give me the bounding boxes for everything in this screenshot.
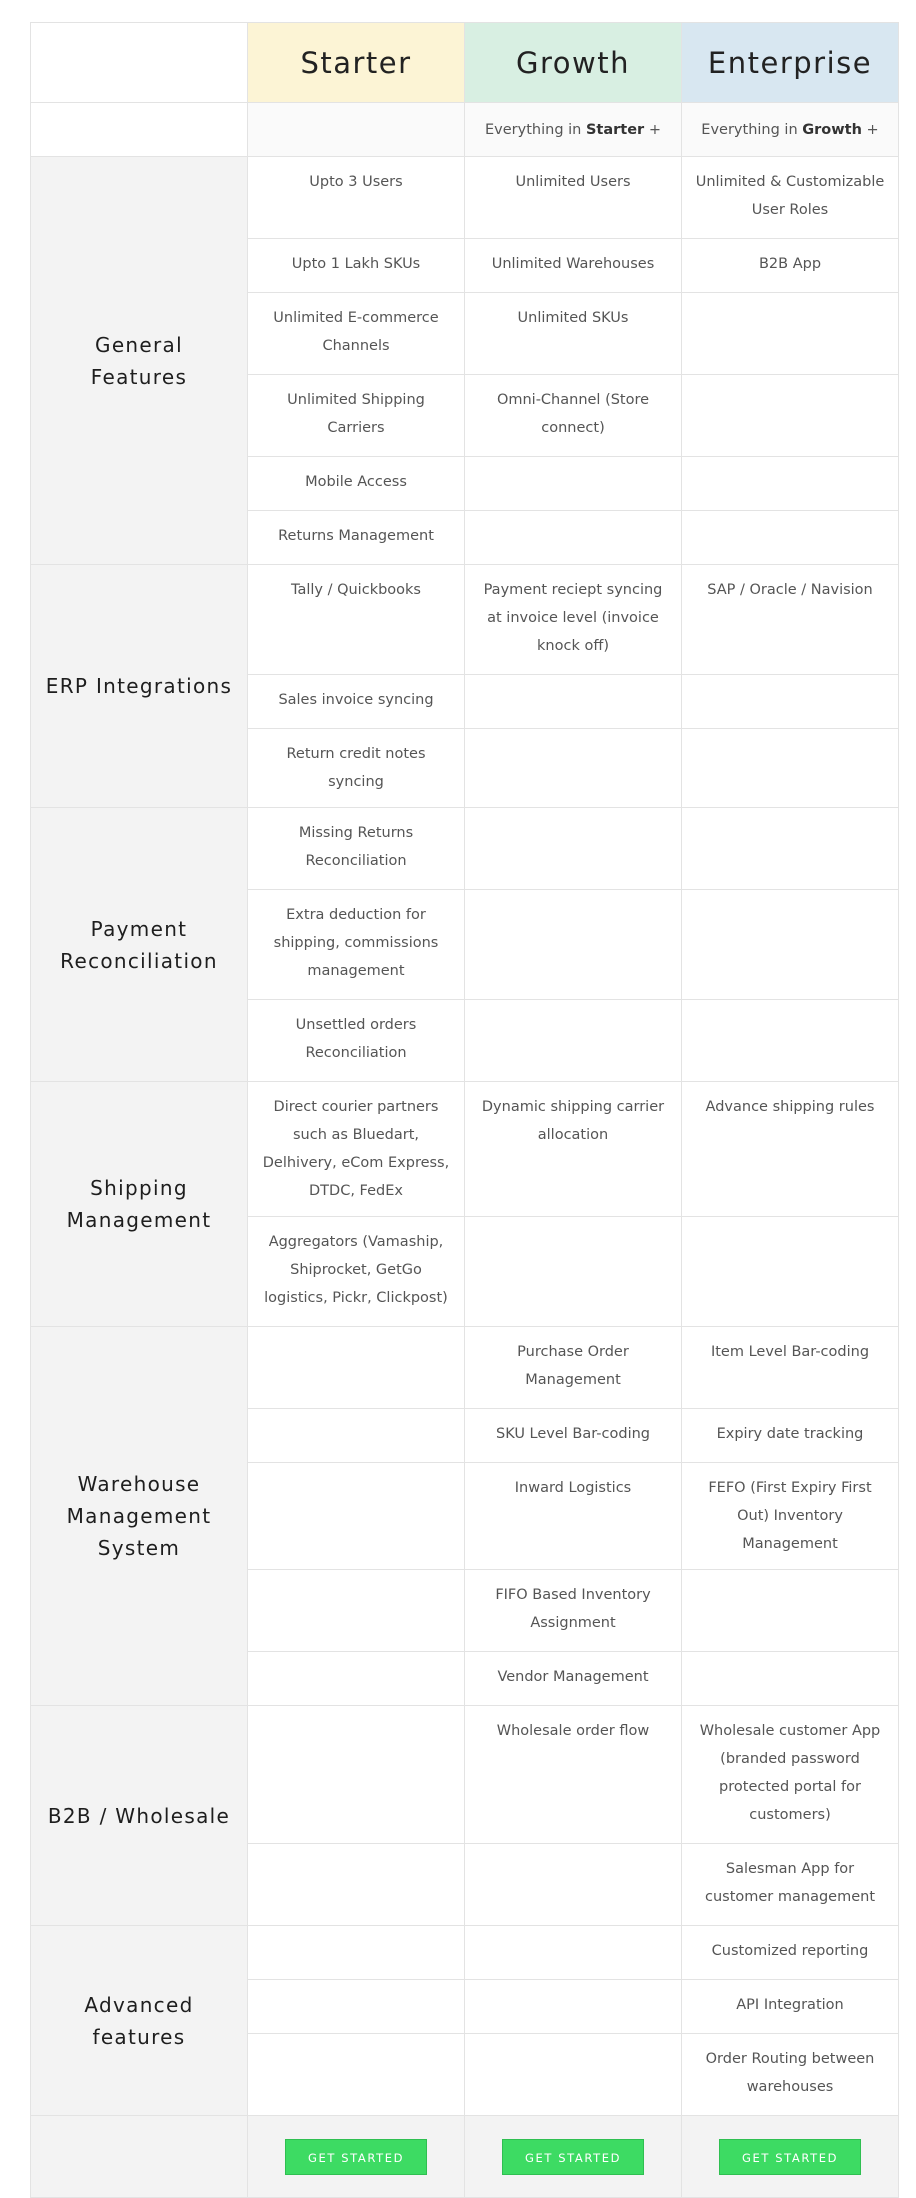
category-erp-integrations: ERP Integrations bbox=[31, 565, 248, 808]
feature-cell-growth: Unlimited SKUs bbox=[465, 293, 682, 375]
feature-cell-enterprise bbox=[682, 1652, 899, 1706]
feature-cell-growth bbox=[465, 1980, 682, 2034]
feature-row bbox=[31, 808, 899, 890]
subtitle-growth bbox=[465, 103, 682, 157]
feature-cell-growth: Omni-Channel (Store connect) bbox=[465, 375, 682, 457]
feature-cell-enterprise: Wholesale customer App (branded password protected portal for customers) bbox=[682, 1706, 899, 1844]
plan-title-starter: Starter bbox=[248, 23, 465, 103]
feature-cell-enterprise: B2B App bbox=[682, 239, 899, 293]
feature-cell-growth bbox=[465, 1844, 682, 1926]
pricing-table bbox=[30, 22, 899, 2198]
feature-cell-enterprise bbox=[682, 511, 899, 565]
feature-cell-enterprise: Order Routing between warehouses bbox=[682, 2034, 899, 2116]
feature-cell-enterprise bbox=[682, 457, 899, 511]
category-b2b-wholesale: B2B / Wholesale bbox=[31, 1706, 248, 1926]
feature-cell-starter: Unsettled orders Reconciliation bbox=[248, 1000, 465, 1082]
subtitle-starter bbox=[248, 103, 465, 157]
header-blank-cell bbox=[31, 23, 248, 103]
feature-cell-enterprise bbox=[682, 293, 899, 375]
feature-row bbox=[31, 1926, 899, 1980]
feature-row bbox=[31, 1082, 899, 1217]
feature-cell-growth: SKU Level Bar-coding bbox=[465, 1409, 682, 1463]
feature-cell-starter: Tally / Quickbooks bbox=[248, 565, 465, 675]
feature-cell-enterprise: API Integration bbox=[682, 1980, 899, 2034]
feature-cell-enterprise bbox=[682, 729, 899, 808]
feature-cell-starter: Mobile Access bbox=[248, 457, 465, 511]
feature-cell-enterprise: Salesman App for customer management bbox=[682, 1844, 899, 1926]
subtitle-suffix: + bbox=[866, 121, 879, 138]
category-shipping-management: Shipping Management bbox=[31, 1082, 248, 1327]
feature-cell-starter: Upto 1 Lakh SKUs bbox=[248, 239, 465, 293]
feature-cell-starter: Upto 3 Users bbox=[248, 157, 465, 239]
feature-cell-starter: Return credit notes syncing bbox=[248, 729, 465, 808]
feature-cell-starter: Sales invoice syncing bbox=[248, 675, 465, 729]
feature-cell-enterprise: Item Level Bar-coding bbox=[682, 1327, 899, 1409]
feature-cell-enterprise bbox=[682, 675, 899, 729]
get-started-enterprise-button[interactable]: GET STARTED bbox=[719, 2139, 861, 2175]
subtitle-plan-ref: Growth bbox=[802, 121, 862, 138]
subtitle-blank-cell bbox=[31, 103, 248, 157]
feature-cell-growth: Unlimited Users bbox=[465, 157, 682, 239]
feature-cell-growth: FIFO Based Inventory Assignment bbox=[465, 1570, 682, 1652]
feature-cell-starter: Aggregators (Vamaship, Shiprocket, GetGo logistics, Pickr, Clickpost) bbox=[248, 1217, 465, 1327]
feature-row bbox=[31, 565, 899, 675]
feature-cell-growth bbox=[465, 457, 682, 511]
subtitle-prefix: Everything in bbox=[485, 121, 582, 138]
feature-cell-starter: Unlimited E-commerce Channels bbox=[248, 293, 465, 375]
feature-cell-growth: Dynamic shipping carrier allocation bbox=[465, 1082, 682, 1217]
feature-cell-starter bbox=[248, 2034, 465, 2116]
feature-cell-starter bbox=[248, 1926, 465, 1980]
feature-cell-enterprise bbox=[682, 375, 899, 457]
feature-cell-enterprise bbox=[682, 890, 899, 1000]
plan-title-growth: Growth bbox=[465, 23, 682, 103]
feature-cell-starter bbox=[248, 1570, 465, 1652]
feature-cell-starter bbox=[248, 1844, 465, 1926]
feature-cell-starter: Unlimited Shipping Carriers bbox=[248, 375, 465, 457]
feature-cell-enterprise: Customized reporting bbox=[682, 1926, 899, 1980]
feature-cell-enterprise bbox=[682, 808, 899, 890]
subtitle-enterprise bbox=[682, 103, 899, 157]
feature-cell-growth bbox=[465, 808, 682, 890]
feature-cell-growth bbox=[465, 511, 682, 565]
cta-row bbox=[31, 2116, 899, 2198]
feature-cell-enterprise bbox=[682, 1217, 899, 1327]
feature-cell-growth bbox=[465, 1217, 682, 1327]
cta-cell-growth bbox=[465, 2116, 682, 2198]
cta-blank-cell bbox=[31, 2116, 248, 2198]
category-warehouse-management: Warehouse Management System bbox=[31, 1327, 248, 1706]
feature-cell-enterprise: Advance shipping rules bbox=[682, 1082, 899, 1217]
feature-cell-starter bbox=[248, 1652, 465, 1706]
subtitle-prefix: Everything in bbox=[701, 121, 798, 138]
feature-row bbox=[31, 1327, 899, 1409]
feature-cell-starter: Returns Management bbox=[248, 511, 465, 565]
subtitle-plan-ref: Starter bbox=[585, 121, 645, 138]
feature-cell-growth: Inward Logistics bbox=[465, 1463, 682, 1570]
feature-row bbox=[31, 157, 899, 239]
get-started-starter-button[interactable]: GET STARTED bbox=[285, 2139, 427, 2175]
category-payment-reconciliation: Payment Reconciliation bbox=[31, 808, 248, 1082]
plan-title-enterprise: Enterprise bbox=[682, 23, 899, 103]
feature-cell-growth: Vendor Management bbox=[465, 1652, 682, 1706]
feature-cell-growth: Payment reciept syncing at invoice level (invoice knock off) bbox=[465, 565, 682, 675]
feature-cell-enterprise: SAP / Oracle / Navision bbox=[682, 565, 899, 675]
feature-cell-growth bbox=[465, 675, 682, 729]
plan-header-row bbox=[31, 23, 899, 103]
feature-cell-growth bbox=[465, 729, 682, 808]
pricing-comparison bbox=[30, 22, 898, 2198]
feature-cell-enterprise: Unlimited & Customizable User Roles bbox=[682, 157, 899, 239]
subtitle-suffix: + bbox=[648, 121, 661, 138]
feature-cell-starter bbox=[248, 1327, 465, 1409]
feature-cell-growth bbox=[465, 890, 682, 1000]
feature-cell-starter: Missing Returns Reconciliation bbox=[248, 808, 465, 890]
feature-cell-starter bbox=[248, 1463, 465, 1570]
feature-cell-starter bbox=[248, 1980, 465, 2034]
feature-cell-growth: Wholesale order flow bbox=[465, 1706, 682, 1844]
feature-row bbox=[31, 1706, 899, 1844]
feature-cell-starter: Direct courier partners such as Bluedart, Delhivery, eCom Express, DTDC, FedEx bbox=[248, 1082, 465, 1217]
cta-cell-starter bbox=[248, 2116, 465, 2198]
feature-cell-growth: Unlimited Warehouses bbox=[465, 239, 682, 293]
category-general-features: General Features bbox=[31, 157, 248, 565]
feature-cell-enterprise: FEFO (First Expiry First Out) Inventory Management bbox=[682, 1463, 899, 1570]
feature-cell-growth bbox=[465, 1000, 682, 1082]
feature-cell-starter: Extra deduction for shipping, commissions management bbox=[248, 890, 465, 1000]
feature-cell-enterprise bbox=[682, 1000, 899, 1082]
category-advanced-features: Advanced features bbox=[31, 1926, 248, 2116]
feature-cell-growth: Purchase Order Management bbox=[465, 1327, 682, 1409]
feature-cell-growth bbox=[465, 1926, 682, 1980]
feature-cell-starter bbox=[248, 1409, 465, 1463]
plan-subtitle-row bbox=[31, 103, 899, 157]
get-started-growth-button[interactable]: GET STARTED bbox=[502, 2139, 644, 2175]
feature-cell-enterprise bbox=[682, 1570, 899, 1652]
feature-cell-enterprise: Expiry date tracking bbox=[682, 1409, 899, 1463]
feature-cell-starter bbox=[248, 1706, 465, 1844]
feature-cell-growth bbox=[465, 2034, 682, 2116]
cta-cell-enterprise bbox=[682, 2116, 899, 2198]
